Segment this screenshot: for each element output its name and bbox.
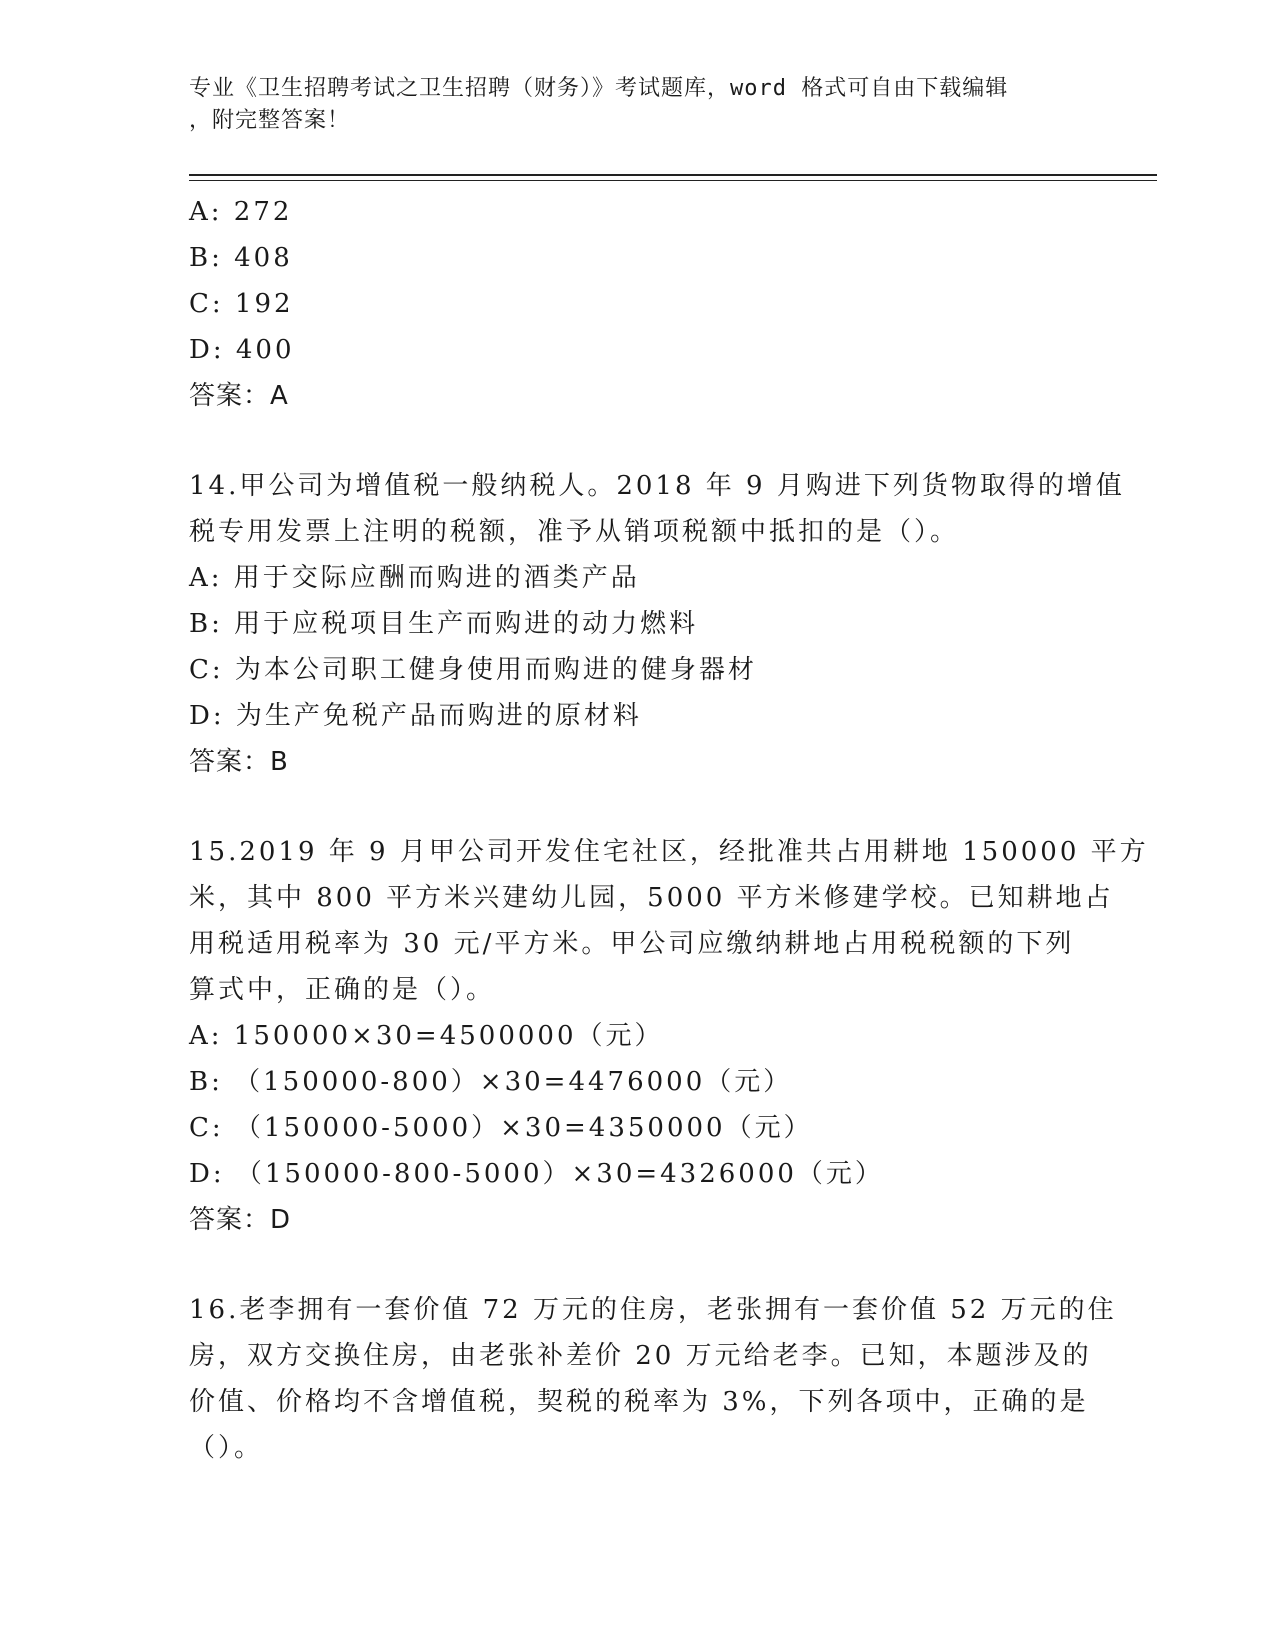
question-answer: 答案：D [189, 1205, 292, 1235]
document-header-text: 专业《卫生招聘考试之卫生招聘（财务）》考试题库，word 格式可自由下载编辑 ，附完整答案！ [189, 76, 1009, 133]
option-a: A: 150000×30=4500000（元） [189, 1021, 664, 1051]
option-c: C: 192 [189, 289, 294, 319]
question-stem-line: 价值、价格均不含增值税，契税的税率为 3%，下列各项中，正确的是 [189, 1387, 1089, 1417]
option-a: A: 272 [189, 197, 293, 227]
option-d: D: 为生产免税产品而购进的原材料 [189, 701, 642, 731]
question-14 [189, 463, 1125, 785]
option-d: D: 400 [189, 335, 295, 365]
question-stem-line: 14.甲公司为增值税一般纳税人。2018 年 9 月购进下列货物取得的增值 [189, 471, 1125, 501]
question-stem-line: 16.老李拥有一套价值 72 万元的住房，老张拥有一套价值 52 万元的住 [189, 1295, 1117, 1325]
prev-question-answer: 答案：A [189, 381, 289, 411]
option-c: C: 为本公司职工健身使用而购进的健身器材 [189, 655, 757, 685]
prev-question-options [189, 189, 1089, 373]
question-list [189, 189, 1149, 1471]
option-a: A: 用于交际应酬而购进的酒类产品 [189, 563, 640, 593]
question-16 [189, 1287, 1117, 1471]
question-stem-line: 用税适用税率为 30 元/平方米。甲公司应缴纳耕地占用税税额的下列 [189, 929, 1075, 959]
option-b: B: （150000-800）×30=4476000（元） [189, 1067, 793, 1097]
question-stem-line: 15.2019 年 9 月甲公司开发住宅社区，经批准共占用耕地 150000 平方 [189, 837, 1149, 867]
question-stem-line: （）。 [189, 1433, 264, 1463]
option-c: C: （150000-5000）×30=4350000（元） [189, 1113, 813, 1143]
question-stem-line: 米，其中 800 平方米兴建幼儿园，5000 平方米修建学校。已知耕地占 [189, 883, 1114, 913]
option-d: D: （150000-800-5000）×30=4326000（元） [189, 1159, 884, 1189]
header-divider-thin [189, 180, 1157, 181]
question-stem-line: 房，双方交换住房，由老张补差价 20 万元给老李。已知，本题涉及的 [189, 1341, 1092, 1371]
option-b: B: 408 [189, 243, 293, 273]
question-stem-line: 税专用发票上注明的税额，准予从销项税额中抵扣的是（）。 [189, 517, 960, 547]
question-15 [189, 829, 1149, 1243]
question-stem-line: 算式中，正确的是（）。 [189, 975, 496, 1005]
question-answer: 答案：B [189, 747, 289, 777]
option-b: B: 用于应税项目生产而购进的动力燃料 [189, 609, 699, 639]
header-divider-thick [189, 174, 1157, 176]
